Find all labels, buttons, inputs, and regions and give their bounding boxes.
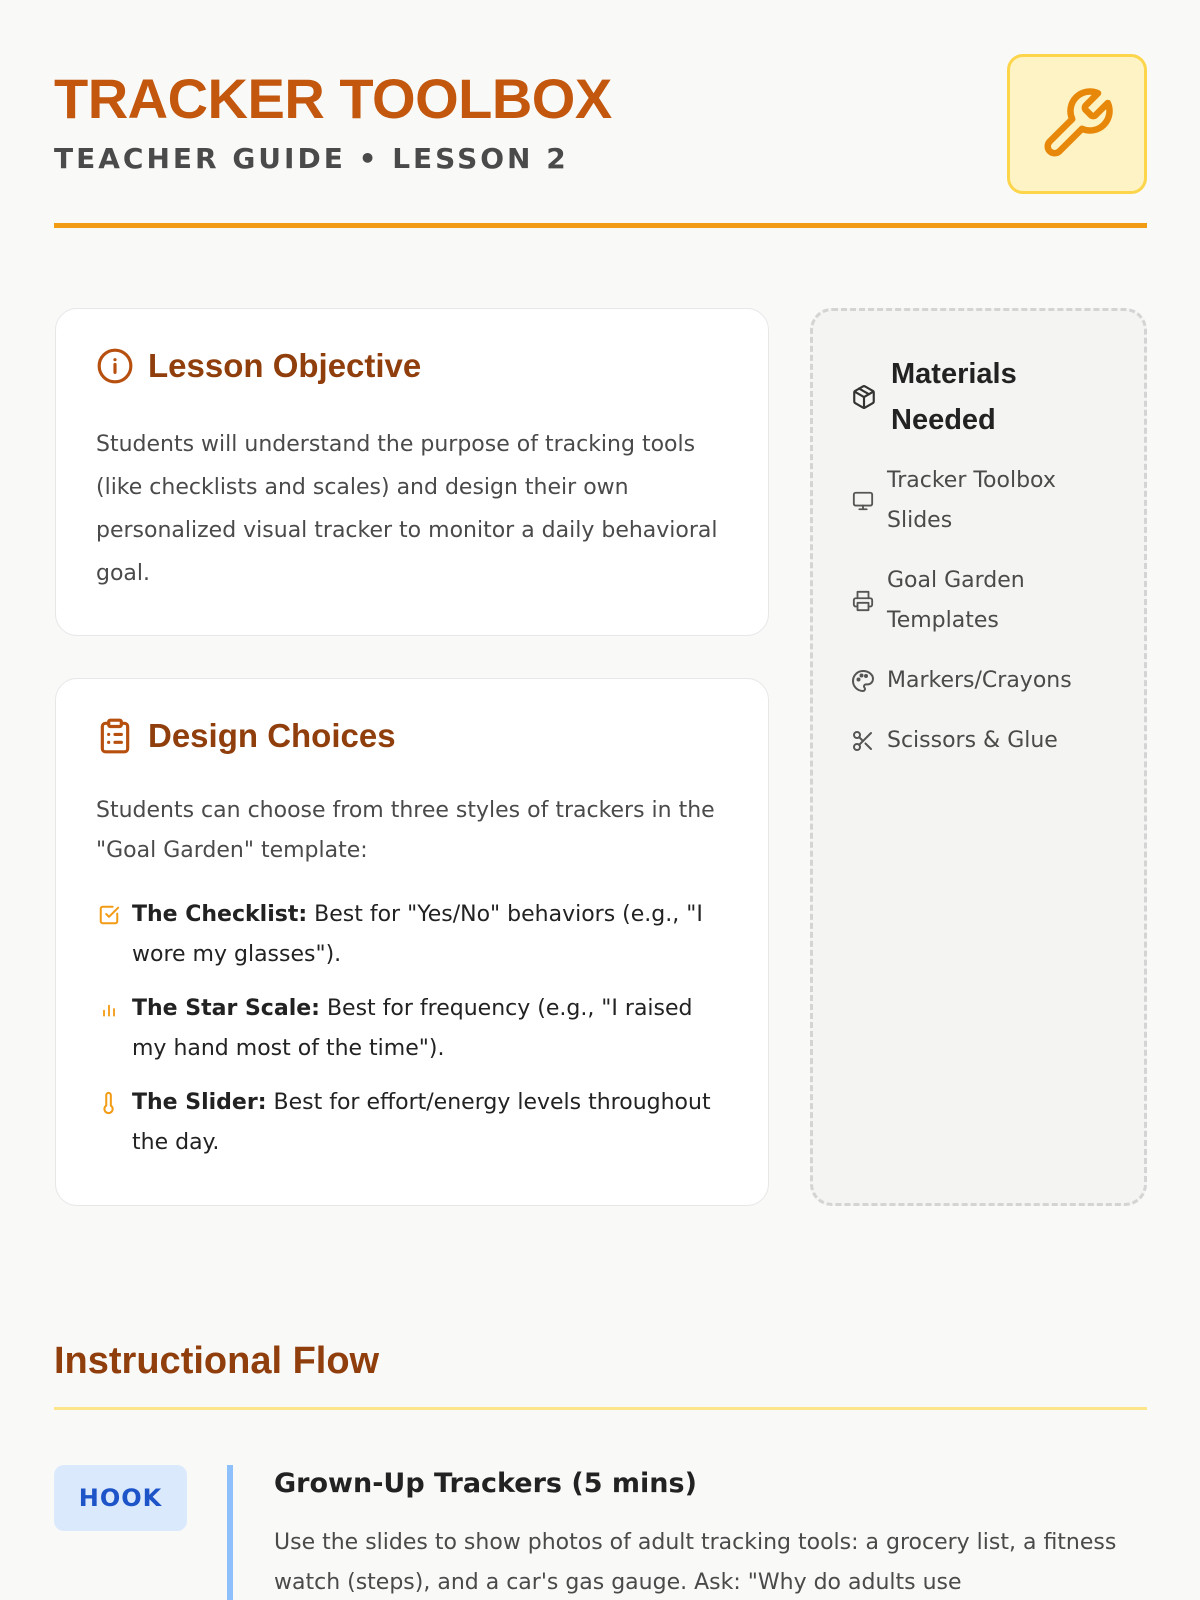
lesson-objective-heading xyxy=(96,347,421,385)
lesson-objective-card xyxy=(55,308,769,636)
material-label: Tracker Toolbox Slides xyxy=(887,468,1056,533)
step-accent-bar xyxy=(227,1465,233,1600)
step-badge-hook: HOOK xyxy=(54,1465,187,1531)
page-header xyxy=(54,54,1147,228)
page-title: TRACKER TOOLBOX xyxy=(54,67,612,130)
list-item xyxy=(851,561,1124,641)
bar-chart-icon xyxy=(99,998,119,1020)
list-item xyxy=(851,461,1124,541)
step-title: Grown-Up Trackers (5 mins) xyxy=(274,1468,697,1499)
package-icon xyxy=(851,384,877,410)
choice-text: Best for "Yes/No" behaviors (e.g., "I wore my glasses"). xyxy=(132,902,703,967)
choice-label: The Slider: xyxy=(132,1090,267,1115)
list-item xyxy=(96,989,728,1069)
monitor-icon xyxy=(852,490,874,512)
design-choices-card xyxy=(55,678,769,1206)
materials-list xyxy=(851,461,1124,781)
section-divider xyxy=(54,1407,1147,1410)
material-label: Scissors & Glue xyxy=(887,728,1058,753)
choice-text: Best for frequency (e.g., "I raised my hand most of the time"). xyxy=(132,996,693,1061)
scissors-icon xyxy=(851,729,875,753)
list-item xyxy=(96,895,728,975)
info-icon xyxy=(96,347,134,385)
logo-badge xyxy=(1007,54,1147,194)
material-label: Goal Garden Templates xyxy=(887,568,1025,633)
palette-icon xyxy=(851,669,875,693)
lesson-objective-title: Lesson Objective xyxy=(148,347,422,384)
list-item xyxy=(851,721,1124,761)
list-item xyxy=(96,1083,728,1163)
design-choices-title: Design Choices xyxy=(148,717,396,754)
list-item xyxy=(851,661,1124,701)
choice-label: The Checklist: xyxy=(132,902,308,927)
tracker-style-list xyxy=(96,895,728,1177)
materials-title: Materials Needed xyxy=(891,358,1017,436)
design-choices-heading xyxy=(96,717,396,755)
choice-label: The Star Scale: xyxy=(132,996,320,1021)
printer-icon xyxy=(852,590,874,612)
instructional-flow-title: Instructional Flow xyxy=(54,1340,380,1382)
thermometer-icon xyxy=(98,1090,120,1116)
material-label: Markers/Crayons xyxy=(887,668,1072,693)
lesson-objective-text: Students will understand the purpose of tracking tools (like checklists and scales) and design their own personalized visual tracker to monitor a daily behavioral goal. xyxy=(96,432,718,586)
clipboard-list-icon xyxy=(96,717,134,755)
page-subtitle: TEACHER GUIDE • LESSON 2 xyxy=(54,142,569,175)
design-choices-intro: Students can choose from three styles of trackers in the "Goal Garden" template: xyxy=(96,798,715,863)
materials-heading xyxy=(851,351,1061,443)
choice-text: Best for effort/energy levels throughout the day. xyxy=(132,1090,711,1155)
step-description: Use the slides to show photos of adult tracking tools: a grocery list, a fitness watch (steps), and a car's gas gauge. Ask: "Why do adults use xyxy=(274,1530,1117,1595)
wrench-icon xyxy=(1038,85,1116,163)
materials-panel xyxy=(810,308,1147,1206)
checkbox-icon xyxy=(98,904,120,926)
